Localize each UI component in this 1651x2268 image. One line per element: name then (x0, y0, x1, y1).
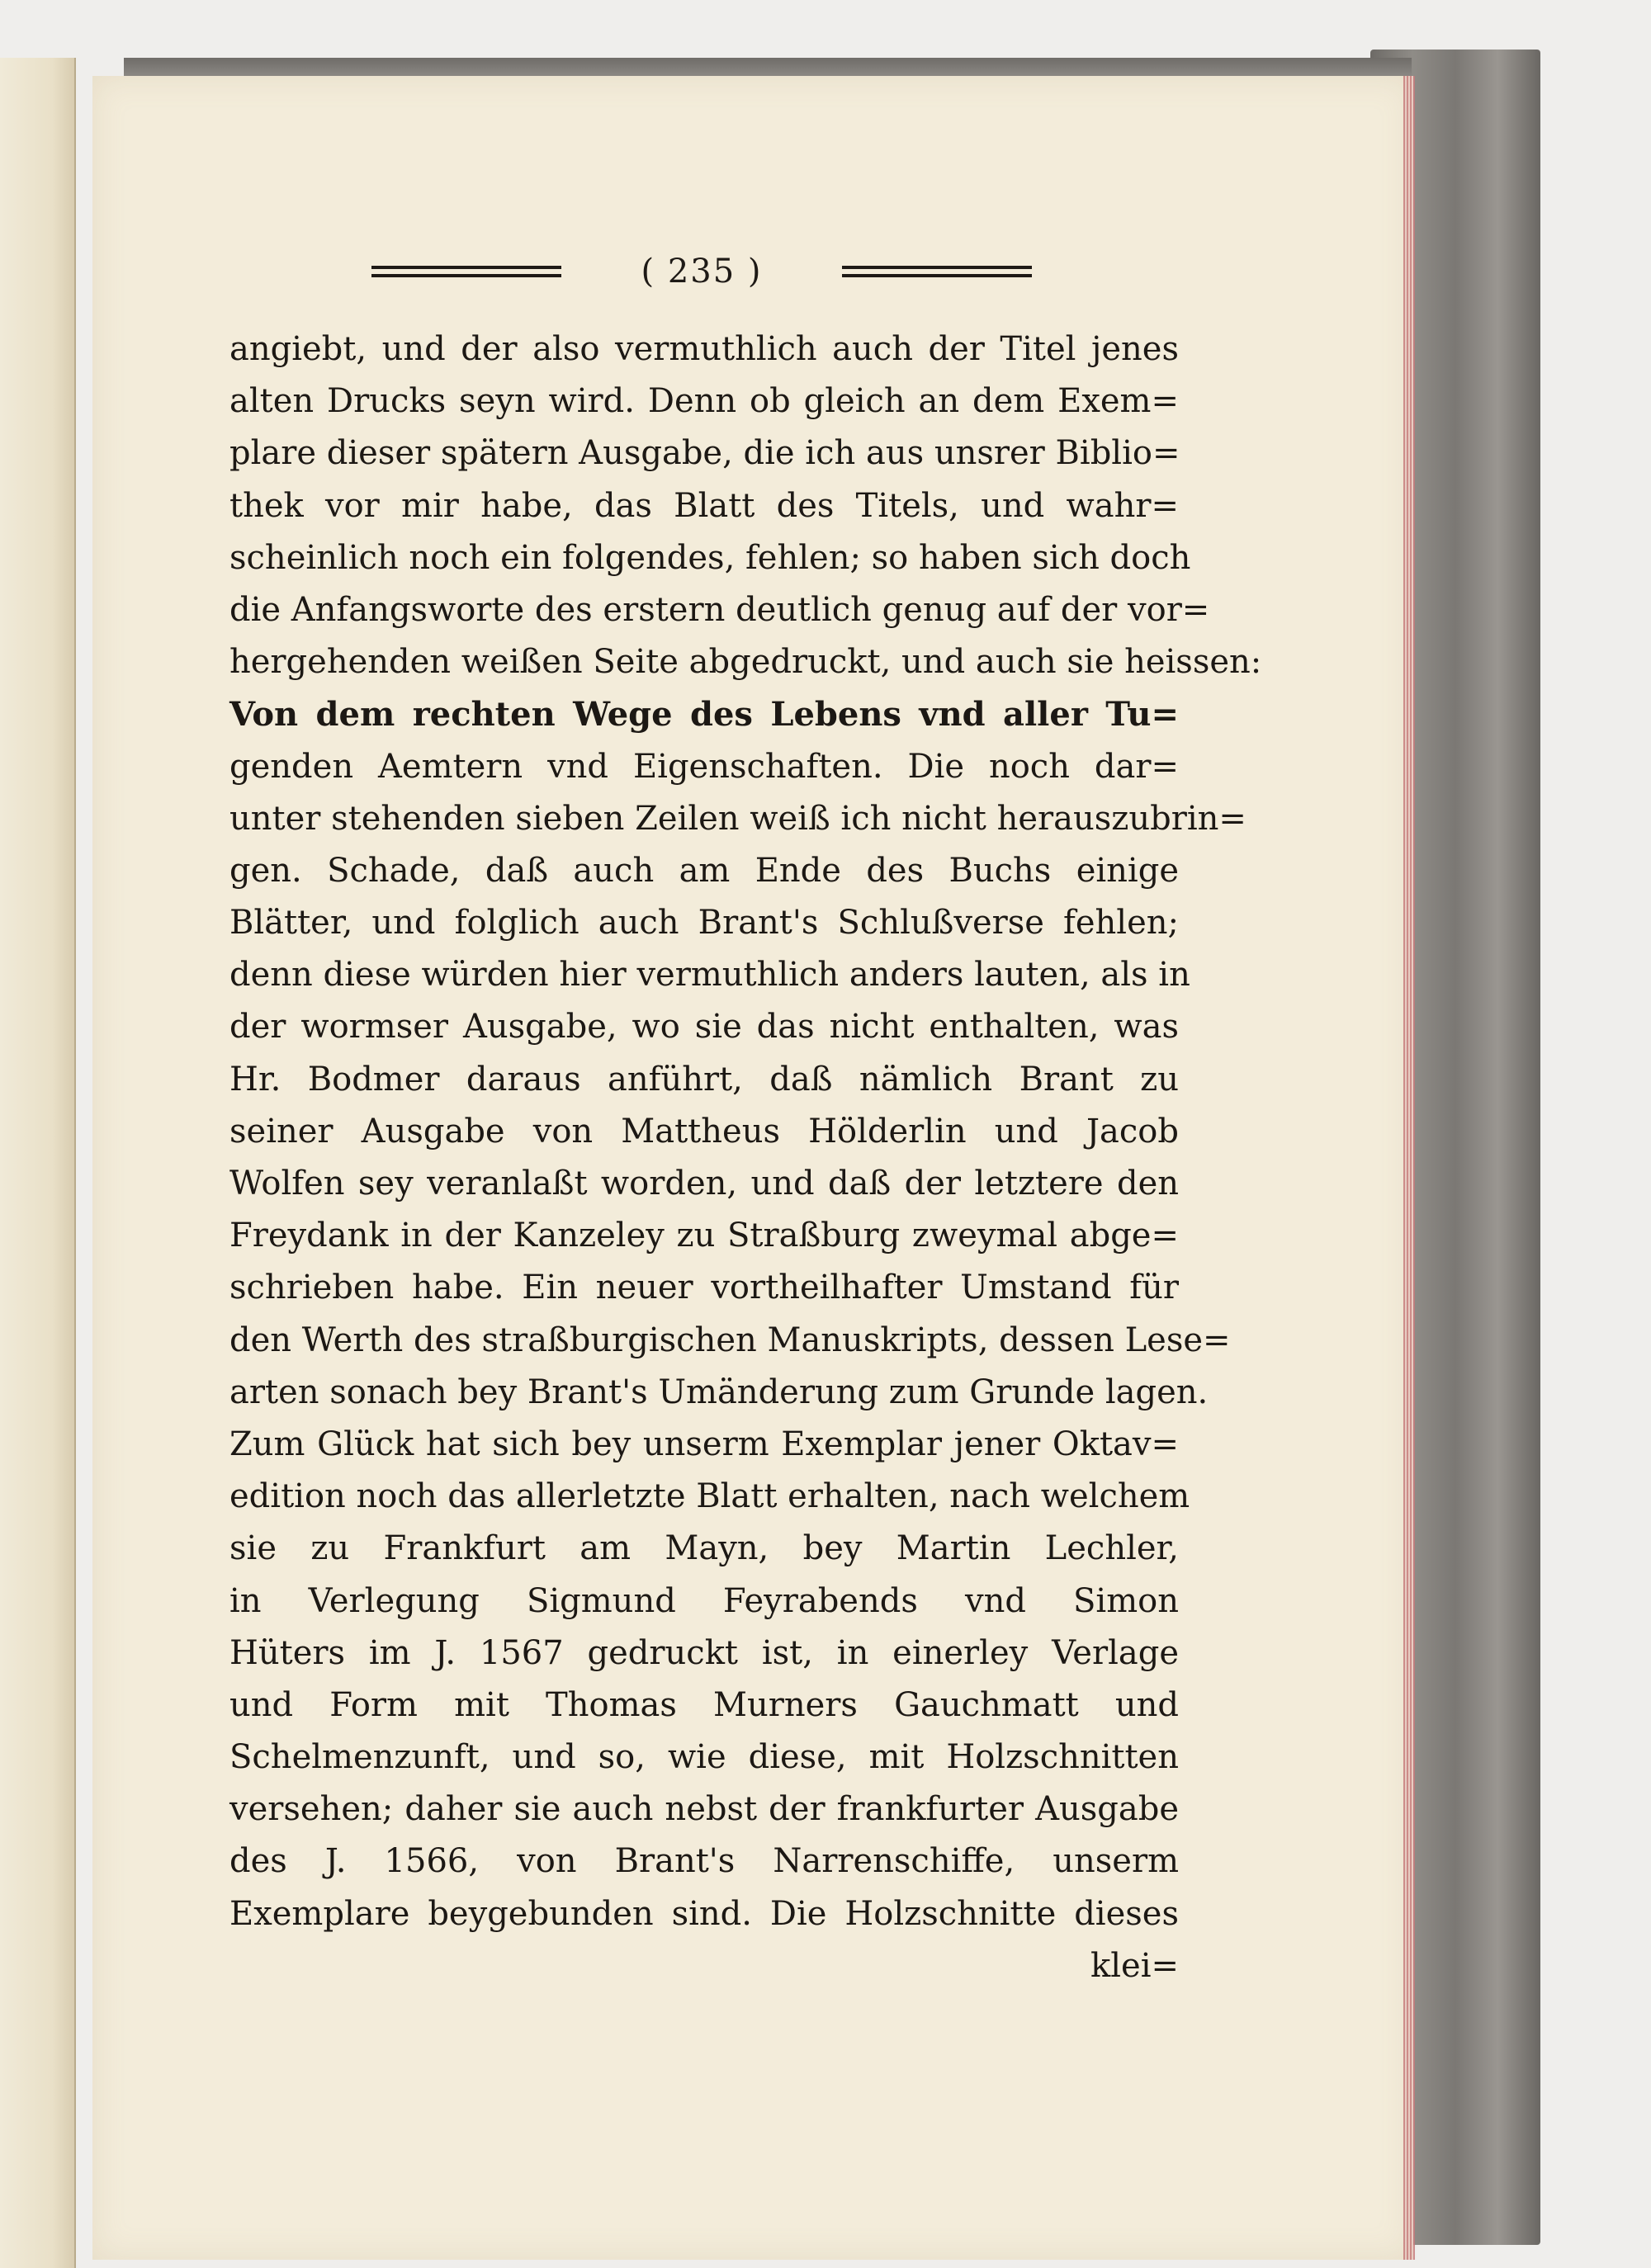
text-line: Blätter, und folglich auch Brant's Schlußverse fehlen; (229, 904, 1179, 943)
text-line: schrieben habe. Ein neuer vortheilhafter Umstand für (229, 1269, 1179, 1307)
running-head (371, 251, 1032, 292)
text-line: des J. 1566, von Brant's Narrenschiffe, unserm (229, 1842, 1179, 1881)
text-line: in Verlegung Sigmund Feyrabends vnd Simon (229, 1581, 1179, 1620)
text-line: unter stehenden sieben Zeilen weiß ich nicht herauszubrin= (229, 799, 1247, 838)
text-line: den Werth des straßburgischen Manuskripts, dessen Lese= (229, 1321, 1231, 1359)
text-line: Wolfen sey veranlaßt worden, und daß der letztere den (229, 1165, 1179, 1203)
text-line-title: Von dem rechten Wege des Lebens vnd aller Tu= (229, 695, 1179, 735)
text-line: plare dieser spätern Ausgabe, die ich aus unsrer Biblio= (229, 434, 1180, 473)
body-text (229, 324, 1262, 1992)
text-line: Zum Glück hat sich bey unserm Exemplar jener Oktav= (229, 1425, 1179, 1463)
text-line: versehen; daher sie auch nebst der frankfurter Ausgabe (229, 1790, 1179, 1829)
text-line: Schelmenzunft, und so, wie diese, mit Holzschnitten (229, 1738, 1179, 1777)
text-line: Hüters im J. 1567 gedruckt ist, in einerley Verlage (229, 1633, 1179, 1672)
text-line: edition noch das allerletzte Blatt erhalten, nach welchem (229, 1477, 1190, 1516)
text-line: scheinlich noch ein folgendes, fehlen; so haben sich doch (229, 538, 1191, 577)
text-line: angiebt, und der also vermuthlich auch der Titel jenes (229, 330, 1179, 368)
text-line: sie zu Frankfurt am Mayn, bey Martin Lechler, (229, 1529, 1179, 1568)
text-line: Exemplare beygebunden sind. Die Holzschnitte dieses (229, 1894, 1179, 1933)
cover-top-edge (124, 58, 1412, 76)
text-line: arten sonach bey Brant's Umänderung zum Grunde lagen. (229, 1373, 1209, 1411)
facing-page-edge (0, 58, 76, 2268)
red-page-edges (1403, 76, 1415, 2260)
text-line: Hr. Bodmer daraus anführt, daß nämlich Brant zu (229, 1060, 1179, 1099)
text-line: gen. Schade, daß auch am Ende des Buchs einige (229, 851, 1179, 890)
left-ornamental-rule (371, 266, 561, 277)
text-line-title: genden Aemtern vnd Eigenschaften. Die noch dar= (229, 747, 1179, 786)
text-line: der wormser Ausgabe, wo sie das nicht enthalten, was (229, 1008, 1179, 1047)
text-line: seiner Ausgabe von Mattheus Hölderlin und Jacob (229, 1112, 1179, 1151)
text-line: thek vor mir habe, das Blatt des Titels, und wahr= (229, 486, 1179, 525)
text-line: denn diese würden hier vermuthlich anders lauten, als in (229, 956, 1190, 995)
catchword: klei= (1090, 1946, 1179, 1985)
text-line: alten Drucks seyn wird. Denn ob gleich an dem Exem= (229, 382, 1179, 421)
text-line: Freydank in der Kanzeley zu Straßburg zweymal abge= (229, 1217, 1179, 1255)
text-line: die Anfangsworte des erstern deutlich genug auf der vor= (229, 590, 1210, 629)
text-line: und Form mit Thomas Murners Gauchmatt und (229, 1685, 1179, 1724)
text-line: hergehenden weißen Seite abgedruckt, und auch sie heissen: (229, 643, 1262, 682)
right-ornamental-rule (842, 266, 1032, 277)
page-number: ( 235 ) (641, 253, 763, 291)
